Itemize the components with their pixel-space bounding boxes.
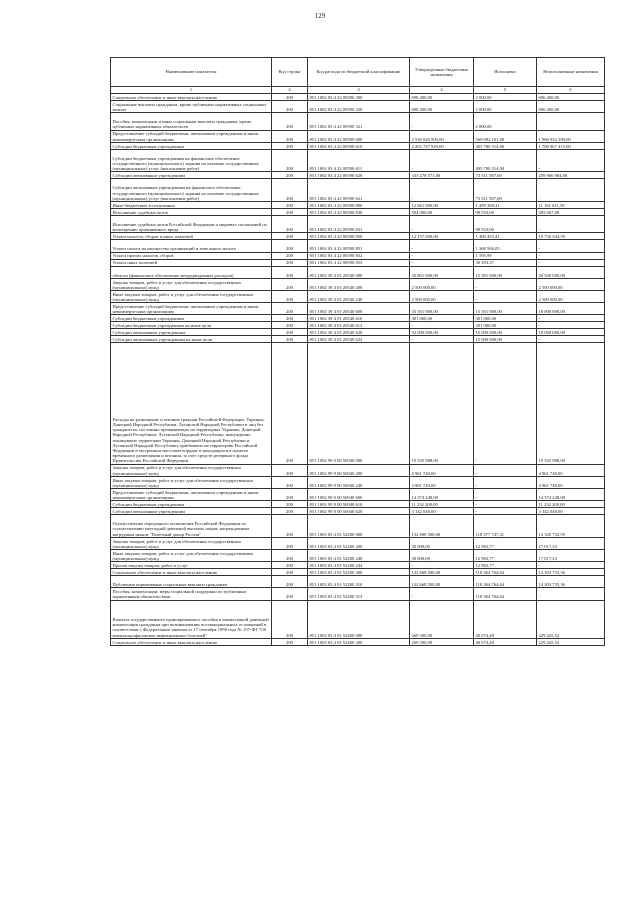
table-row [111, 303, 605, 315]
row-approved: - [410, 113, 474, 130]
table-row [111, 508, 605, 515]
row-unexecuted: 405 067,00 [537, 208, 605, 215]
row-approved: - [410, 179, 474, 202]
row-executed: - [474, 489, 537, 501]
row-unexecuted: 18 000 000,00 [537, 329, 605, 336]
row-approved: - [410, 562, 474, 569]
row-name: Предоставление субсидий бюджетным, автономным учреждениям и иным некоммерческим организациям [111, 303, 272, 315]
row-executed: 15 000 000,00 [474, 336, 537, 343]
row-budget-code: 851 1003 03 4 01 52400 000 [308, 600, 410, 638]
row-line-code: 200 [272, 569, 308, 576]
row-executed: - [474, 290, 537, 302]
row-unexecuted: 4 961 740,00 [537, 464, 605, 476]
row-unexecuted: 1 706 967 415,00 [537, 142, 605, 149]
table-row [111, 515, 605, 538]
row-approved: 132 698 500,00 [410, 515, 474, 538]
table-row [111, 489, 605, 501]
row-name: области (финансовое обеспечение непредвиденных расходов) [111, 266, 272, 278]
row-budget-code: 851 1002 99 9 00 56940 000 [308, 343, 410, 464]
row-name: Выплата государственного единовременного пособия и ежемесячной денежной компенсации гражданам при возникновении поствакцинальных осложнений в соответствии с Федеральным законом от 17 сентября 1998 года № 157-ФЗ "Об иммунопрофилактике инфекционных болезней" [111, 600, 272, 638]
row-line-code: 200 [272, 464, 308, 476]
row-unexecuted: 696 400,00 [537, 101, 605, 113]
row-unexecuted: 14 320 752,59 [537, 515, 605, 538]
row-unexecuted: 2 500 000,00 [537, 290, 605, 302]
row-unexecuted: - [537, 588, 605, 600]
row-budget-code: 851 1002 03 4 22 00590 853 [308, 259, 410, 266]
row-approved: 30 000,00 [410, 537, 474, 549]
row-approved: 698 400,00 [410, 94, 474, 101]
row-line-code: 200 [272, 233, 308, 240]
row-name: Иные закупки товаров, работ и услуг для обеспечения государственных (муниципальных) нужд [111, 476, 272, 488]
row-name: Субсидии бюджетным учреждениям [111, 315, 272, 322]
table-row [111, 266, 605, 278]
index-cell: 5 [474, 87, 537, 94]
row-executed: 98 933,00 [474, 208, 537, 215]
row-budget-code: 851 1002 39 4 01 20540 622 [308, 336, 410, 343]
row-budget-code: 851 1003 03 4 01 52200 310 [308, 576, 410, 588]
row-line-code: 200 [272, 215, 308, 232]
table-row [111, 588, 605, 600]
row-unexecuted [537, 113, 605, 130]
row-approved: - [410, 336, 474, 343]
row-unexecuted: 1 966 934 399,00 [537, 130, 605, 142]
row-budget-code: 851 1002 03 4 22 00590 851 [308, 240, 410, 252]
row-name: Субсидии бюджетным учреждениям [111, 501, 272, 508]
table-row [111, 179, 605, 202]
row-unexecuted: - [537, 562, 605, 569]
table-row [111, 576, 605, 588]
row-executed: 15 301 000,00 [474, 266, 537, 278]
row-budget-code: 851 1002 99 9 00 56940 200 [308, 464, 410, 476]
row-budget-code: 851 1002 03 4 22 00590 800 [308, 201, 410, 208]
row-name: Субсидии автономным учреждениям на иные цели [111, 336, 272, 343]
table-row [111, 569, 605, 576]
table-row [111, 290, 605, 302]
table-row [111, 149, 605, 172]
table-row [111, 172, 605, 179]
table-row [111, 501, 605, 508]
row-line-code: 200 [272, 201, 308, 208]
row-budget-code: 851 1002 03 4 22 00590 320 [308, 101, 410, 113]
row-name: Субсидии автономным учреждениям на финансовое обеспечение государственного (муниципального) задания на оказание государственных (муниципальных) услуг (выполнение работ) [111, 179, 272, 202]
row-budget-code: 851 1003 03 4 01 52400 300 [308, 638, 410, 645]
table-row [111, 464, 605, 476]
row-line-code: 200 [272, 290, 308, 302]
row-executed: 301 000,00 [474, 315, 537, 322]
row-name: Прочая закупка товаров, работ и услуг [111, 562, 272, 569]
row-line-code: 200 [272, 172, 308, 179]
row-budget-code: 851 1002 39 4 01 20540 612 [308, 322, 410, 329]
row-executed: 1 595,99 [474, 252, 537, 259]
row-name: Иные закупки товаров, работ и услуг для обеспечения государственных (муниципальных) нужд [111, 290, 272, 302]
header-approved: Утвержденные бюджетные назначения [410, 58, 474, 87]
row-name: Исполнение судебных актов [111, 208, 272, 215]
row-unexecuted: - [537, 336, 605, 343]
row-executed: 15 000 000,00 [474, 329, 537, 336]
table-row [111, 315, 605, 322]
row-name: Уплата иных платежей [111, 259, 272, 266]
row-name: Предоставление субсидий бюджетным, автономным учреждениям и иным некоммерческим организациям [111, 489, 272, 501]
row-executed: 2 000,00 [474, 101, 537, 113]
row-line-code: 200 [272, 240, 308, 252]
row-executed: - [474, 343, 537, 464]
row-budget-code: 851 1002 03 4 22 00590 321 [308, 113, 410, 130]
row-name: Уплата прочих налогов, сборов [111, 252, 272, 259]
row-executed: 12 982,77 [474, 562, 537, 569]
row-unexecuted: - [537, 149, 605, 172]
row-budget-code: 851 1003 03 4 01 52200 300 [308, 569, 410, 576]
row-unexecuted: - [537, 240, 605, 252]
row-unexecuted: 14 303 735,36 [537, 576, 605, 588]
row-name: Субсидии автономным учреждениям [111, 508, 272, 515]
row-approved: 12 157 000,00 [410, 233, 474, 240]
row-unexecuted: - [537, 259, 605, 266]
row-name: Иные закупки товаров, работ и услуг для обеспечения государственных (муниципальных) нужд [111, 550, 272, 562]
row-budget-code: 851 1002 99 9 00 56940 240 [308, 476, 410, 488]
header-indicator-name: Наименование показателя [111, 58, 272, 87]
table-row [111, 562, 605, 569]
row-approved: 333 278 571,00 [410, 172, 474, 179]
row-executed: 73 311 587,00 [474, 179, 537, 202]
row-unexecuted: 4 961 740,00 [537, 476, 605, 488]
row-approved: 35 801 000,00 [410, 266, 474, 278]
row-line-code: 200 [272, 113, 308, 130]
table-row [111, 94, 605, 101]
row-executed: 73 311 587,00 [474, 172, 537, 179]
row-line-code: 200 [272, 208, 308, 215]
row-line-code: 200 [272, 537, 308, 549]
row-line-code: 200 [272, 329, 308, 336]
row-approved: 12 661 000,00 [410, 201, 474, 208]
row-unexecuted: 229 425,52 [537, 600, 605, 638]
row-executed: 1 368 566,05 [474, 240, 537, 252]
row-line-code: 200 [272, 94, 308, 101]
table-row [111, 329, 605, 336]
row-unexecuted: 11 161 611,59 [537, 201, 605, 208]
table-row [111, 259, 605, 266]
row-executed: 569 092 101,00 [474, 130, 537, 142]
table-row [111, 142, 605, 149]
row-line-code: 200 [272, 142, 308, 149]
row-unexecuted: - [537, 252, 605, 259]
row-approved: 11 232 200,00 [410, 501, 474, 508]
row-executed: 1 499 388,41 [474, 201, 537, 208]
row-executed: 98 933,00 [474, 215, 537, 232]
table-row [111, 322, 605, 329]
row-approved: 19 335 988,00 [410, 343, 474, 464]
row-line-code: 200 [272, 562, 308, 569]
row-approved: 2 536 026 500,00 [410, 130, 474, 142]
row-name: Закупка товаров, работ и услуг для обеспечения государственных (муниципальных) нужд [111, 537, 272, 549]
row-approved: - [410, 215, 474, 232]
table-row [111, 240, 605, 252]
row-name: Публичные нормативные социальные выплаты гражданам [111, 576, 272, 588]
row-line-code: 200 [272, 266, 308, 278]
page-number: 129 [314, 12, 326, 20]
row-name: Уплата налога на имущество организаций и земельного налога [111, 240, 272, 252]
row-approved: 269 500,00 [410, 600, 474, 638]
row-unexecuted: - [537, 322, 605, 329]
row-approved: 3 142 048,00 [410, 508, 474, 515]
row-line-code: 200 [272, 179, 308, 202]
table-row [111, 343, 605, 464]
row-name: Пособия, компенсации и иные социальные выплаты гражданам, кроме публичных нормативных обязательств [111, 113, 272, 130]
row-executed: 40 074,48 [474, 638, 537, 645]
row-executed: 2 000,00 [474, 94, 537, 101]
row-unexecuted: 229 425,52 [537, 638, 605, 645]
row-unexecuted: 17 017,23 [537, 550, 605, 562]
row-approved: - [410, 322, 474, 329]
row-budget-code: 851 1002 39 4 01 20540 610 [308, 315, 410, 322]
row-budget-code: 851 1003 03 4 01 52200 244 [308, 562, 410, 569]
table-row [111, 113, 605, 130]
row-name: Расходы на размещение и питание граждан Российской Федерации, Украины, Донецкой Народной Республики, Луганской Народной Республики и лиц без гражданства, постоянно проживающих на территориях Украины, Донецкой Народной Республики, Луганской Народной Республики, вынужденно покинувших территории Украины, Донецкой Народной Республики и Луганской Народной Республики, прибывших на территорию Российской Федерации в экстренном массовом порядке и находящихся в пунктах временного размещения и питания, за счет средств резервного фонда Правительства Российской Федерации [111, 343, 272, 464]
index-cell: 6 [537, 87, 605, 94]
row-unexecuted: 10 756 544,59 [537, 233, 605, 240]
row-name: Уплата налогов, сборов и иных платежей [111, 233, 272, 240]
row-line-code: 200 [272, 149, 308, 172]
row-executed: - [474, 508, 537, 515]
row-budget-code: 851 1002 03 4 22 00590 600 [308, 130, 410, 142]
row-executed: - [474, 464, 537, 476]
row-unexecuted: - [537, 215, 605, 232]
row-line-code: 200 [272, 489, 308, 501]
row-line-code: 200 [272, 515, 308, 538]
row-name: Предоставление субсидий бюджетным, автономным учреждениям и иным некоммерческим организациям [111, 130, 272, 142]
index-cell: 1 [111, 87, 272, 94]
row-line-code: 200 [272, 588, 308, 600]
row-name: Закупка товаров, работ и услуг для обеспечения государственных (муниципальных) нужд [111, 464, 272, 476]
row-name: Социальное обеспечение и иные выплаты населению [111, 638, 272, 645]
table-row [111, 638, 605, 645]
row-budget-code: 851 1002 39 4 01 20540 200 [308, 278, 410, 290]
row-unexecuted: 3 142 048,00 [537, 508, 605, 515]
row-line-code: 200 [272, 315, 308, 322]
row-executed: 118 364 764,64 [474, 576, 537, 588]
table-row [111, 130, 605, 142]
row-budget-code: 851 1002 03 4 22 00590 620 [308, 172, 410, 179]
row-name: Пособия, компенсации, меры социальной поддержки по публичным нормативным обязательствам [111, 588, 272, 600]
row-line-code: 200 [272, 101, 308, 113]
table-row [111, 600, 605, 638]
row-executed: - [474, 501, 537, 508]
row-executed: 495 780 514,00 [474, 149, 537, 172]
row-unexecuted: 14 303 735,36 [537, 569, 605, 576]
row-approved: 33 000 000,00 [410, 329, 474, 336]
row-line-code: 200 [272, 278, 308, 290]
table-row [111, 336, 605, 343]
row-line-code: 200 [272, 259, 308, 266]
row-name: Субсидии бюджетным учреждениям на иные цели [111, 322, 272, 329]
row-unexecuted: 2 500 000,00 [537, 278, 605, 290]
row-approved: 33 301 000,00 [410, 303, 474, 315]
row-unexecuted: 17 017,23 [537, 537, 605, 549]
row-budget-code: 851 1003 03 4 01 52200 240 [308, 550, 410, 562]
row-executed: - [474, 476, 537, 488]
row-approved: 269 500,00 [410, 638, 474, 645]
row-unexecuted: 259 966 984,00 [537, 172, 605, 179]
row-budget-code: 851 1002 99 9 00 56940 610 [308, 501, 410, 508]
row-unexecuted: 696 400,00 [537, 94, 605, 101]
row-budget-code: 851 1002 03 4 22 00590 300 [308, 94, 410, 101]
table-body [111, 94, 605, 646]
row-unexecuted: 11 232 200,00 [537, 501, 605, 508]
table-row [111, 101, 605, 113]
row-line-code: 200 [272, 336, 308, 343]
table-row [111, 201, 605, 208]
row-approved: 504 000,00 [410, 208, 474, 215]
row-approved: 301 000,00 [410, 315, 474, 322]
row-budget-code: 851 1002 39 4 01 20540 240 [308, 290, 410, 302]
row-line-code: 200 [272, 322, 308, 329]
row-approved: 30 000,00 [410, 550, 474, 562]
row-budget-code: 851 1002 39 4 01 20540 000 [308, 266, 410, 278]
index-cell: 4 [410, 87, 474, 94]
row-unexecuted: 14 374 248,00 [537, 489, 605, 501]
row-name: Субсидии бюджетным учреждениям [111, 142, 272, 149]
row-budget-code: 851 1003 03 4 01 52200 313 [308, 588, 410, 600]
row-budget-code: 851 1002 99 9 00 56940 620 [308, 508, 410, 515]
row-name: Субсидии автономным учреждениям [111, 172, 272, 179]
row-line-code: 200 [272, 130, 308, 142]
row-budget-code: 851 1003 03 4 01 52200 200 [308, 537, 410, 549]
row-budget-code: 851 1002 39 4 01 20540 620 [308, 329, 410, 336]
row-unexecuted: 20 500 000,00 [537, 266, 605, 278]
row-budget-code: 851 1002 03 4 22 00590 611 [308, 149, 410, 172]
table-header-row [111, 58, 605, 87]
header-executed: Исполнено [474, 58, 537, 87]
row-unexecuted: 18 000 000,00 [537, 303, 605, 315]
table-row [111, 233, 605, 240]
table-row [111, 278, 605, 290]
row-name: Социальные выплаты гражданам, кроме публичных нормативных социальных выплат [111, 101, 272, 113]
row-approved: 2 202 747 929,00 [410, 142, 474, 149]
table-row [111, 476, 605, 488]
row-executed: 12 982,77 [474, 537, 537, 549]
table-index-row [111, 87, 605, 94]
row-unexecuted: 19 335 988,00 [537, 343, 605, 464]
budget-table [110, 57, 605, 646]
row-line-code: 200 [272, 476, 308, 488]
header-unexecuted: Неисполненные назначения [537, 58, 605, 87]
row-approved: - [410, 588, 474, 600]
row-approved: 132 668 500,00 [410, 576, 474, 588]
row-budget-code: 851 1002 03 4 22 00590 852 [308, 252, 410, 259]
table-row [111, 537, 605, 549]
row-line-code: 200 [272, 550, 308, 562]
row-line-code: 200 [272, 508, 308, 515]
row-approved: 4 961 740,00 [410, 476, 474, 488]
row-executed: - [474, 278, 537, 290]
row-executed: 301 000,00 [474, 322, 537, 329]
row-approved: - [410, 259, 474, 266]
row-budget-code: 851 1002 03 4 22 00590 610 [308, 142, 410, 149]
row-line-code: 200 [272, 600, 308, 638]
row-name: Субсидии автономным учреждениям [111, 329, 272, 336]
row-executed: 118 364 764,64 [474, 569, 537, 576]
row-executed: 40 074,48 [474, 600, 537, 638]
row-budget-code: 851 1002 39 4 01 20540 600 [308, 303, 410, 315]
row-executed: 2 000,00 [474, 113, 537, 130]
row-approved: 132 668 500,00 [410, 569, 474, 576]
row-executed: 12 982,77 [474, 550, 537, 562]
row-approved: 14 374 248,00 [410, 489, 474, 501]
row-name: Закупка товаров, работ и услуг для обеспечения государственных (муниципальных) нужд [111, 278, 272, 290]
row-budget-code: 851 1002 03 4 22 00590 830 [308, 208, 410, 215]
row-executed: 30 293,37 [474, 259, 537, 266]
row-line-code: 200 [272, 303, 308, 315]
row-approved: 698 400,00 [410, 101, 474, 113]
index-cell: 3 [308, 87, 410, 94]
index-cell: 2 [272, 87, 308, 94]
row-approved: 4 961 740,00 [410, 464, 474, 476]
row-executed: 1 400 455,41 [474, 233, 537, 240]
row-line-code: 200 [272, 252, 308, 259]
row-budget-code: 851 1002 03 4 22 00590 850 [308, 233, 410, 240]
row-budget-code: 851 1002 03 4 22 00590 831 [308, 215, 410, 232]
row-line-code: 200 [272, 343, 308, 464]
row-approved: - [410, 149, 474, 172]
row-executed: 495 780 514,00 [474, 142, 537, 149]
header-budget-code: Код расхода по бюджетной классификации [308, 58, 410, 87]
row-name: Социальное обеспечение и иные выплаты населению [111, 94, 272, 101]
table-row [111, 550, 605, 562]
row-line-code: 200 [272, 501, 308, 508]
row-executed: 118 377 747,41 [474, 515, 537, 538]
row-executed: 118 364 764,64 [474, 588, 537, 600]
row-name: Иные бюджетные ассигнования [111, 201, 272, 208]
row-line-code: 200 [272, 638, 308, 645]
row-name: Исполнение судебных актов Российской Федерации и мировых соглашений по возмещению причиненного вреда [111, 215, 272, 232]
table-row [111, 208, 605, 215]
row-budget-code: 851 1002 99 9 00 56940 600 [308, 489, 410, 501]
row-name: Осуществление переданного полномочия Российской Федерации по осуществлению ежегодной денежной выплаты лицам, награжденным нагрудным знаком "Почетный донор России" [111, 515, 272, 538]
header-line-code: Код строки [272, 58, 308, 87]
table-row [111, 215, 605, 232]
row-unexecuted: - [537, 179, 605, 202]
row-name: Субсидии бюджетным учреждениям на финансовое обеспечение государственного (муниципального) задания на оказание государственных (муниципальных) услуг (выполнение работ) [111, 149, 272, 172]
row-unexecuted: - [537, 315, 605, 322]
table-row [111, 252, 605, 259]
row-approved: - [410, 240, 474, 252]
row-name: Социальное обеспечение и иные выплаты населению [111, 569, 272, 576]
row-approved: 2 500 000,00 [410, 290, 474, 302]
row-approved: 2 500 000,00 [410, 278, 474, 290]
row-executed: 15 301 000,00 [474, 303, 537, 315]
row-approved: - [410, 252, 474, 259]
row-budget-code: 851 1002 03 4 22 00590 621 [308, 179, 410, 202]
row-budget-code: 851 1003 03 4 01 52200 000 [308, 515, 410, 538]
row-line-code: 200 [272, 576, 308, 588]
